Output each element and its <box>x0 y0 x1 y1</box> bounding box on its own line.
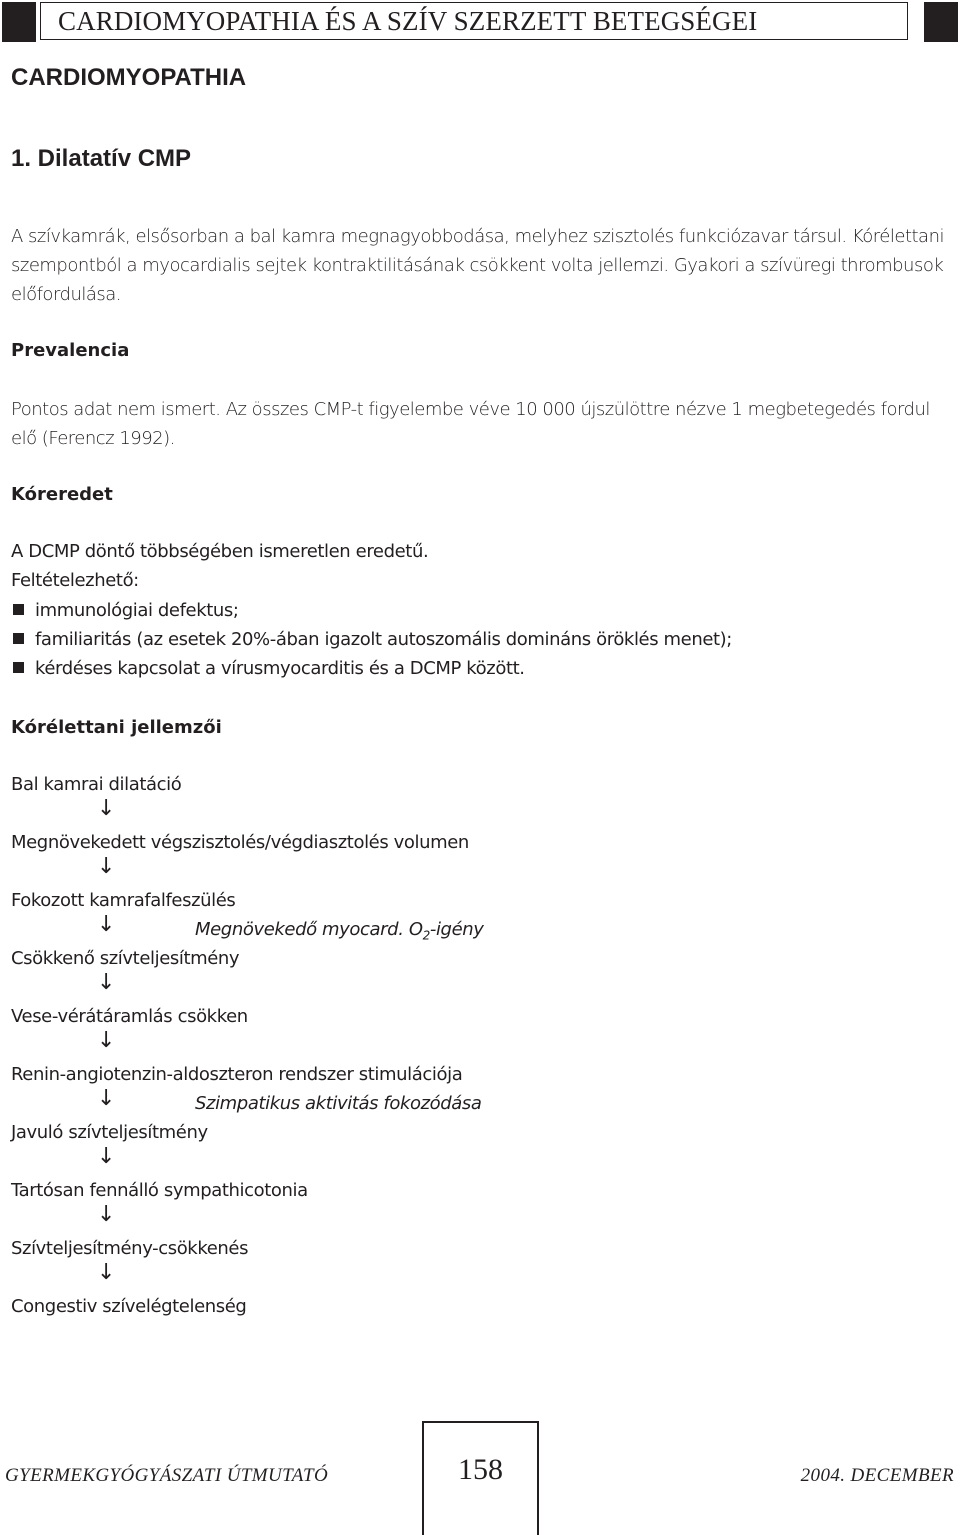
list-item <box>13 658 525 679</box>
flow-step: Csökkenő szívteljesítmény <box>11 948 240 969</box>
down-arrow-icon: ↓ <box>97 912 116 937</box>
list-item-text: familiaritás (az esetek 20%-ában igazolt autoszomális domináns öröklés menet); <box>35 629 732 650</box>
down-arrow-icon: ↓ <box>97 1260 116 1285</box>
header-left-block <box>2 2 36 42</box>
flow-step: Vese-vérátáramlás csökken <box>11 1006 248 1027</box>
down-arrow-icon: ↓ <box>97 796 116 821</box>
list-item <box>13 600 239 621</box>
flow-step: Congestiv szívelégtelenség <box>11 1296 247 1317</box>
list-item <box>13 629 732 650</box>
list-item-text: immunológiai defektus; <box>35 600 239 621</box>
header-bar <box>2 2 958 42</box>
flow-step: Megnövekedett végszisztolés/végdiasztolés volumen <box>11 832 469 853</box>
down-arrow-icon: ↓ <box>97 970 116 995</box>
koreredet-line: A DCMP döntő többségében ismeretlen eredetű. <box>11 541 429 562</box>
down-arrow-icon: ↓ <box>97 1028 116 1053</box>
header-right-block <box>924 2 958 42</box>
prevalencia-heading: Prevalencia <box>11 340 130 361</box>
koreredet-heading: Kóreredet <box>11 484 113 505</box>
page-number: 158 <box>458 1453 503 1486</box>
intro-paragraph: A szívkamrák, elsősorban a bal kamra megnagyobbodása, melyhez szisztolés funkciózavar társul. Kórélettani szempontból a myocardialis sejtek kontraktilitásának csökkent volta jellemzi. Gyakori a szívüregi thrombusok előfordulása. <box>11 226 944 305</box>
subsection-title: 1. Dilatatív CMP <box>11 145 192 172</box>
side-note: Megnövekedő myocard. $O_2$-igény <box>195 919 484 943</box>
square-bullet-icon <box>13 662 24 673</box>
flow-step: Bal kamrai dilatáció <box>11 774 182 795</box>
list-item-text: kérdéses kapcsolat a vírusmyocarditis és a DCMP között. <box>35 658 525 679</box>
flow-step: Javuló szívteljesítmény <box>11 1122 208 1143</box>
section-title: CARDIOMYOPATHIA <box>11 64 247 91</box>
side-note: Szimpatikus aktivitás fokozódása <box>195 1093 482 1114</box>
down-arrow-icon: ↓ <box>97 1086 116 1111</box>
down-arrow-icon: ↓ <box>97 1202 116 1227</box>
flow-step: Fokozott kamrafalfeszülés <box>11 890 236 911</box>
korelettani-heading: Kórélettani jellemzői <box>11 717 222 738</box>
flow-step: Renin-angiotenzin-aldoszteron rendszer stimulációja <box>11 1064 463 1085</box>
footer-date: 2004. DECEMBER <box>800 1465 954 1486</box>
down-arrow-icon: ↓ <box>97 1144 116 1169</box>
chapter-title: CARDIOMYOPATHIA ÉS A SZÍV SZERZETT BETEGSÉGEI <box>58 6 758 36</box>
flow-step: Szívteljesítmény-csökkenés <box>11 1238 249 1259</box>
square-bullet-icon <box>13 604 24 615</box>
page-number-box <box>422 1421 539 1535</box>
flow-step: Tartósan fennálló sympathicotonia <box>11 1180 308 1201</box>
footer-publication: GYERMEKGYÓGYÁSZATI ÚTMUTATÓ <box>5 1465 329 1486</box>
down-arrow-icon: ↓ <box>97 854 116 879</box>
koreredet-line: Feltételezhető: <box>11 570 139 591</box>
square-bullet-icon <box>13 633 24 644</box>
prevalencia-paragraph: Pontos adat nem ismert. Az összes CMP-t figyelembe véve 10 000 újszülöttre nézve 1 megbetegedés fordul elő (Ferencz 1992). <box>11 399 930 449</box>
